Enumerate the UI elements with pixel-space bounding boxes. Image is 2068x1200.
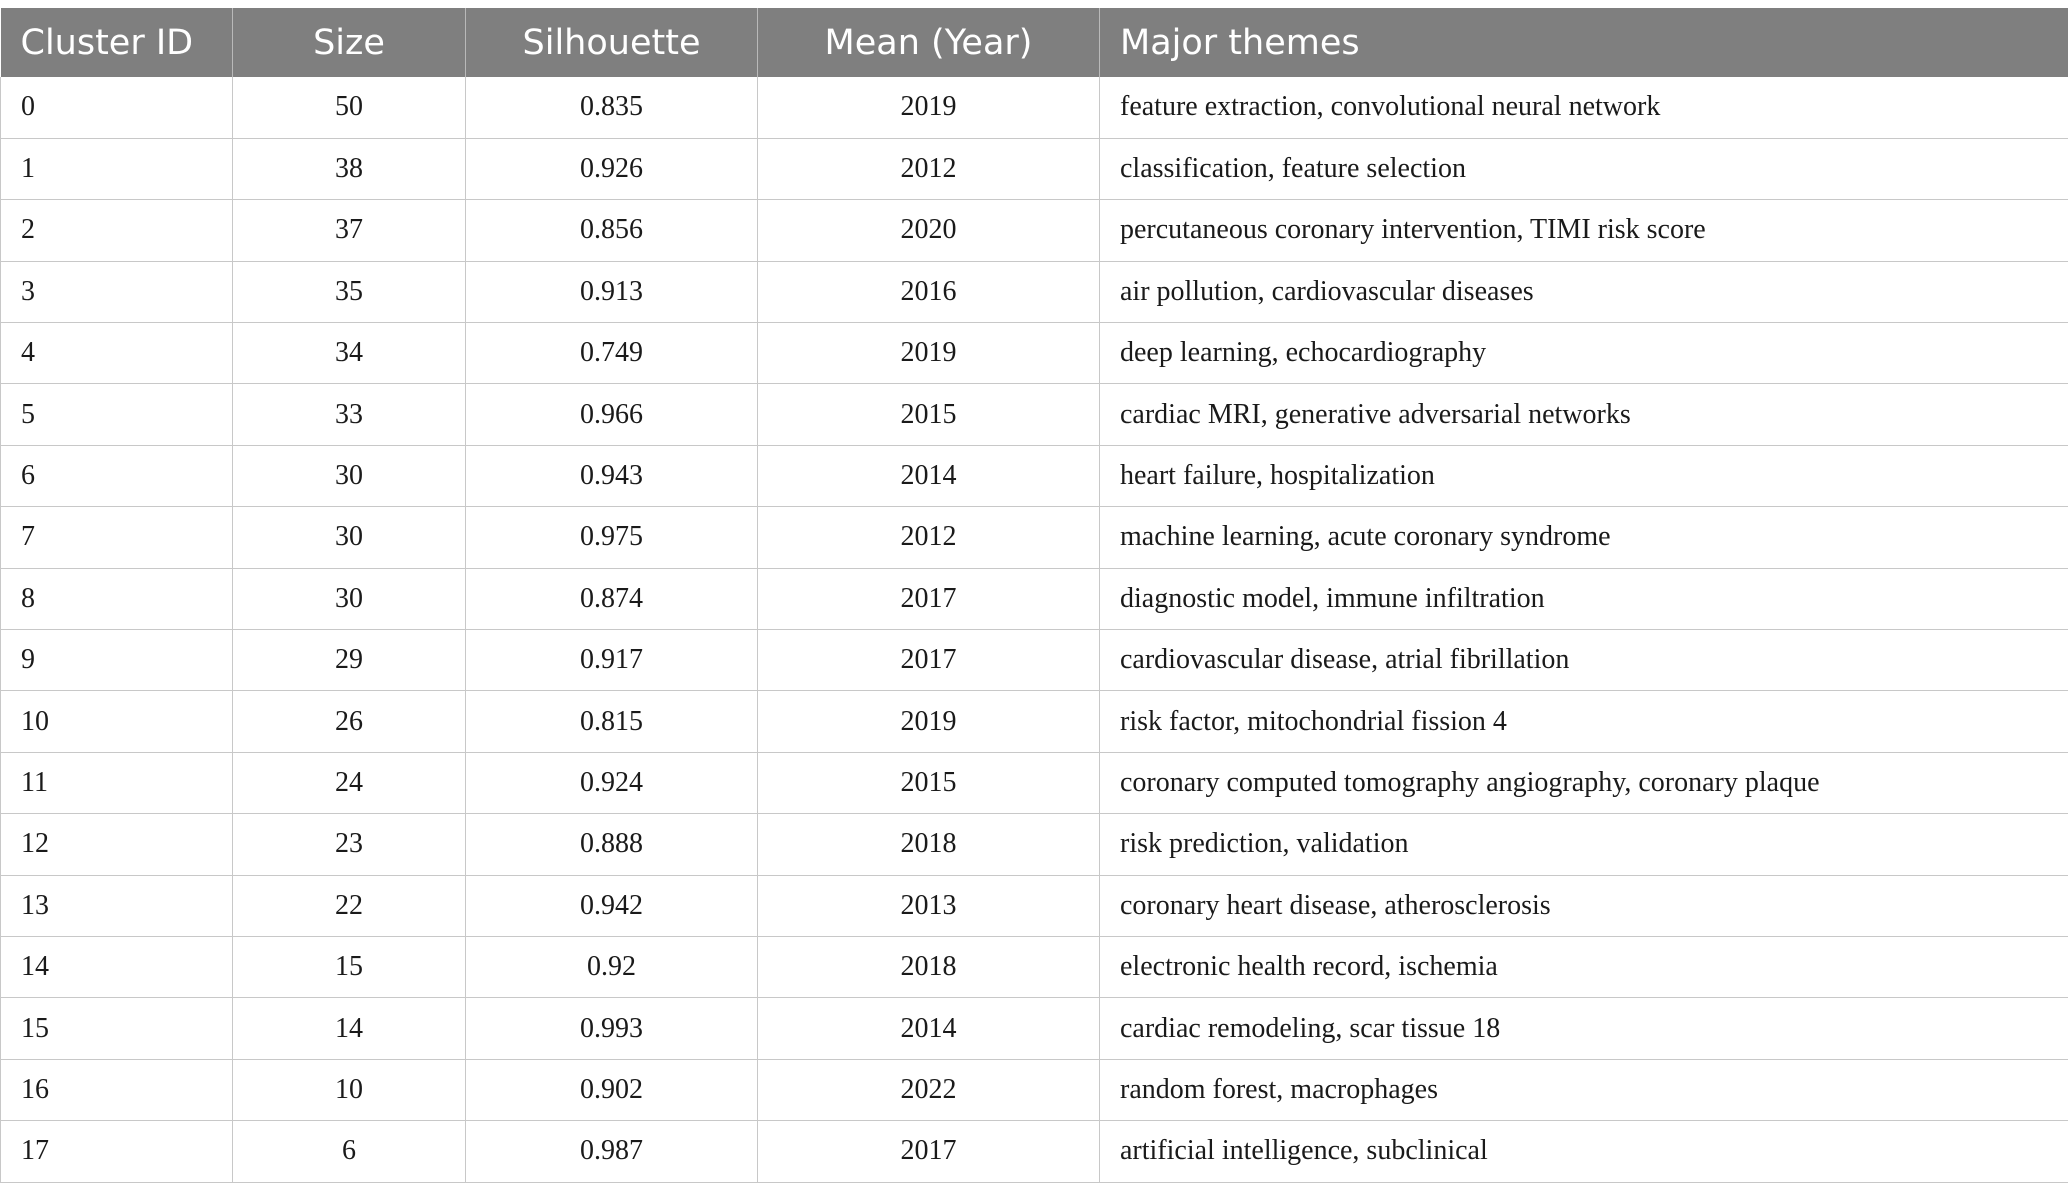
cell-cluster-id: 4 (1, 323, 233, 384)
cell-mean-year: 2017 (758, 568, 1100, 629)
cell-mean-year: 2018 (758, 936, 1100, 997)
cell-mean-year: 2017 (758, 630, 1100, 691)
cell-major-themes: coronary computed tomography angiography, coronary plaque (1100, 752, 2068, 813)
cell-major-themes: machine learning, acute coronary syndrome (1100, 507, 2068, 568)
header-row (1, 8, 2068, 77)
table-row (1, 445, 2068, 506)
cell-cluster-id: 6 (1, 445, 233, 506)
cell-major-themes: risk factor, mitochondrial fission 4 (1100, 691, 2068, 752)
cell-cluster-id: 13 (1, 875, 233, 936)
cell-silhouette: 0.943 (466, 445, 758, 506)
cell-cluster-id: 1 (1, 138, 233, 199)
cell-size: 15 (233, 936, 466, 997)
cluster-table (0, 8, 2068, 1183)
cell-mean-year: 2020 (758, 200, 1100, 261)
cell-silhouette: 0.815 (466, 691, 758, 752)
cell-size: 33 (233, 384, 466, 445)
header-major-themes: Major themes (1120, 22, 1360, 63)
cell-size: 35 (233, 261, 466, 322)
cell-major-themes: deep learning, echocardiography (1100, 323, 2068, 384)
cell-silhouette: 0.926 (466, 138, 758, 199)
cell-silhouette: 0.874 (466, 568, 758, 629)
table-row (1, 630, 2068, 691)
table-row (1, 568, 2068, 629)
cell-cluster-id: 12 (1, 814, 233, 875)
cell-mean-year: 2015 (758, 752, 1100, 813)
cell-silhouette: 0.888 (466, 814, 758, 875)
cell-cluster-id: 5 (1, 384, 233, 445)
table-row (1, 323, 2068, 384)
cell-major-themes: diagnostic model, immune infiltration (1100, 568, 2068, 629)
cell-major-themes: risk prediction, validation (1100, 814, 2068, 875)
cell-silhouette: 0.966 (466, 384, 758, 445)
cell-major-themes: air pollution, cardiovascular diseases (1100, 261, 2068, 322)
table-row (1, 936, 2068, 997)
cell-size: 24 (233, 752, 466, 813)
cell-major-themes: cardiovascular disease, atrial fibrillation (1100, 630, 2068, 691)
cell-silhouette: 0.987 (466, 1121, 758, 1182)
cell-major-themes: artificial intelligence, subclinical (1100, 1121, 2068, 1182)
table-row (1, 200, 2068, 261)
cell-size: 10 (233, 1059, 466, 1120)
cell-major-themes: electronic health record, ischemia (1100, 936, 2068, 997)
cell-silhouette: 0.92 (466, 936, 758, 997)
header-silhouette: Silhouette (466, 8, 758, 77)
table-row (1, 998, 2068, 1059)
cell-major-themes: cardiac MRI, generative adversarial networks (1100, 384, 2068, 445)
cell-cluster-id: 15 (1, 998, 233, 1059)
table-body (1, 77, 2068, 1182)
cell-size: 34 (233, 323, 466, 384)
cell-silhouette: 0.993 (466, 998, 758, 1059)
cell-size: 6 (233, 1121, 466, 1182)
cell-major-themes: feature extraction, convolutional neural network (1100, 77, 2068, 138)
cell-silhouette: 0.924 (466, 752, 758, 813)
cell-mean-year: 2019 (758, 323, 1100, 384)
cell-mean-year: 2018 (758, 814, 1100, 875)
cell-size: 30 (233, 445, 466, 506)
cell-size: 50 (233, 77, 466, 138)
cell-size: 22 (233, 875, 466, 936)
cell-silhouette: 0.902 (466, 1059, 758, 1120)
cell-mean-year: 2015 (758, 384, 1100, 445)
cell-mean-year: 2016 (758, 261, 1100, 322)
cell-silhouette: 0.917 (466, 630, 758, 691)
cell-mean-year: 2019 (758, 691, 1100, 752)
table-header (1, 8, 2068, 77)
cell-cluster-id: 7 (1, 507, 233, 568)
cell-mean-year: 2014 (758, 998, 1100, 1059)
table-row (1, 752, 2068, 813)
cell-mean-year: 2022 (758, 1059, 1100, 1120)
cell-silhouette: 0.942 (466, 875, 758, 936)
header-mean-year: Mean (Year) (758, 8, 1100, 77)
cell-mean-year: 2019 (758, 77, 1100, 138)
cell-mean-year: 2017 (758, 1121, 1100, 1182)
cell-cluster-id: 3 (1, 261, 233, 322)
cell-size: 30 (233, 568, 466, 629)
cell-silhouette: 0.749 (466, 323, 758, 384)
cell-cluster-id: 11 (1, 752, 233, 813)
cell-cluster-id: 14 (1, 936, 233, 997)
cell-cluster-id: 8 (1, 568, 233, 629)
cell-cluster-id: 0 (1, 77, 233, 138)
header-cluster-id: Cluster ID (1, 8, 233, 77)
cell-mean-year: 2014 (758, 445, 1100, 506)
table-row (1, 261, 2068, 322)
cell-size: 37 (233, 200, 466, 261)
cell-silhouette: 0.856 (466, 200, 758, 261)
table-row (1, 875, 2068, 936)
header-size: Size (233, 8, 466, 77)
cell-silhouette: 0.835 (466, 77, 758, 138)
cell-cluster-id: 2 (1, 200, 233, 261)
table-row (1, 814, 2068, 875)
cell-major-themes: cardiac remodeling, scar tissue 18 (1100, 998, 2068, 1059)
cell-cluster-id: 17 (1, 1121, 233, 1182)
cell-size: 29 (233, 630, 466, 691)
cell-mean-year: 2012 (758, 507, 1100, 568)
cell-major-themes: random forest, macrophages (1100, 1059, 2068, 1120)
cell-size: 38 (233, 138, 466, 199)
cell-silhouette: 0.975 (466, 507, 758, 568)
table-row (1, 1059, 2068, 1120)
cell-size: 26 (233, 691, 466, 752)
cell-cluster-id: 16 (1, 1059, 233, 1120)
cell-cluster-id: 10 (1, 691, 233, 752)
cell-size: 14 (233, 998, 466, 1059)
table-row (1, 691, 2068, 752)
cell-major-themes: coronary heart disease, atherosclerosis (1100, 875, 2068, 936)
cell-mean-year: 2013 (758, 875, 1100, 936)
cell-silhouette: 0.913 (466, 261, 758, 322)
cell-size: 30 (233, 507, 466, 568)
cell-major-themes: classification, feature selection (1100, 138, 2068, 199)
table-row (1, 507, 2068, 568)
cell-cluster-id: 9 (1, 630, 233, 691)
table-row (1, 384, 2068, 445)
cell-size: 23 (233, 814, 466, 875)
cell-mean-year: 2012 (758, 138, 1100, 199)
table-row (1, 1121, 2068, 1182)
cell-major-themes: percutaneous coronary intervention, TIMI risk score (1100, 200, 2068, 261)
cell-major-themes: heart failure, hospitalization (1100, 445, 2068, 506)
table-row (1, 77, 2068, 138)
table-row (1, 138, 2068, 199)
cluster-table-container (0, 8, 2068, 1183)
